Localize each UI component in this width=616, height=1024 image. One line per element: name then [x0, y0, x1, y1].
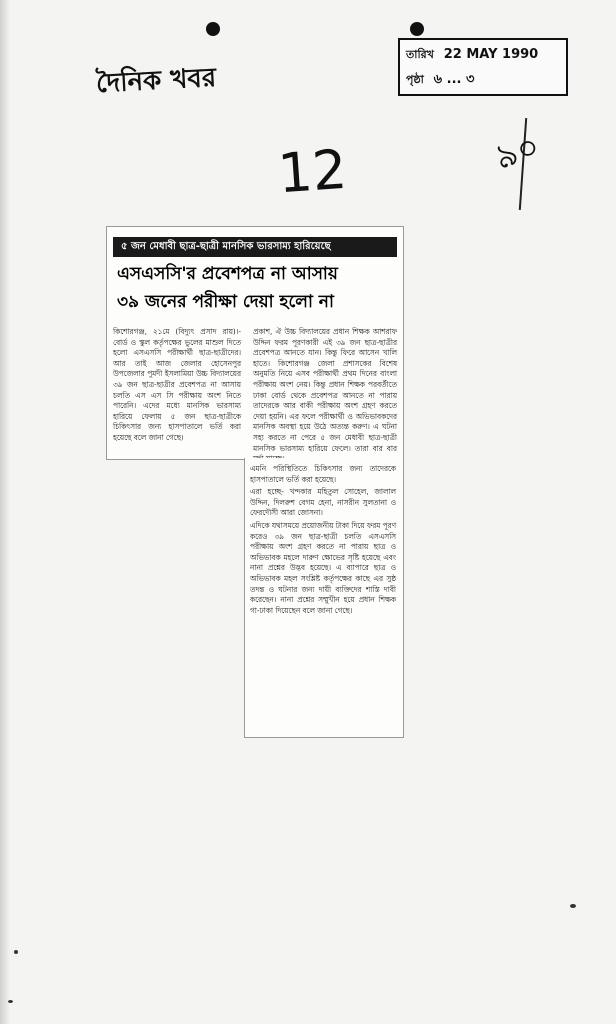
handwritten-margin-mark: ৯০	[490, 126, 545, 178]
article-column-3	[250, 464, 396, 618]
scan-speck	[570, 904, 576, 908]
column-3-paragraph-3: এদিকে যথাসময়ে প্রয়োজনীয় টাকা দিয়ে ফরম পূরণ করেও ৩৯ জন ছাত্র-ছাত্রী চলতি এসএসসি পরীক্ষায় অংশ গ্রহণ করতে না পারায় ছাত্র ও অভিভাবক মহলে দারুণ ক্ষোভের সৃষ্টি হয়েছে এবং নানা প্রশ্নের উদ্ভব হয়েছে। এ ব্যাপারে ছাত্র ও অভিভাবক মহল সংশ্লিষ্ট কর্তৃপক্ষের কাছে এর সুষ্ঠ তদন্ত ও ঘটনার জন্য দায়ী ব্যক্তিদের শাস্তি দাবী করেছেন। নানা প্রশ্নের সম্মুখীন হয়ে প্রধান শিক্ষক গা-ঢাকা দিয়েছেন বলে জানা গেছে।	[250, 520, 396, 615]
newspaper-name: দৈনিক খবর	[95, 62, 217, 100]
stamp-date-label: তারিখ	[406, 48, 434, 61]
scan-speck	[14, 950, 18, 954]
column-3-paragraph-2: এরা হচ্ছে- খন্দকার মহিতুল সোহেল, জালাল উদ্দিন, দিলরুশ বেগম হেনা, নাসরীন সুলতানা ও ফেরদৌসী আরা জোসনা।	[250, 487, 396, 518]
clipping-upper-part	[106, 226, 404, 460]
article-column-1: কিশোরগঞ্জ, ২১মে (বিদ্যুৎ প্রসাদ রায়)।- বোর্ড ও স্কুল কর্তৃপক্ষের ভুলের মাশুল দিতে হলো এসএসসি পরীক্ষার্থী ছাত্র-ছাত্রীদের। আর তাই আজ জেলার হোসেনপুর উপজেলার পুমদী ইসলামিয়া উচ্চ বিদ্যালয়ের ৩৯ জন ছাত্র-ছাত্রীর প্রবেশপত্র না আসায় চলতি এস এস সি পরীক্ষায় অংশ নিতে পারেনি। এদের মধ্যে মানসিক ভারসাম্য হারিয়ে ফেলায় ৫ জন ছাত্র-ছাত্রীকে চিকিৎসার জন্য হাসপাতালে ভর্তি করা হয়েছে বলে জানা গেছে।	[113, 327, 241, 442]
stamp-page-value: ৬ ... ৩	[433, 72, 475, 87]
punch-hole-right	[410, 22, 424, 36]
article-column-2: প্রকাশ, ঐ উচ্চ বিদ্যালয়ের প্রধান শিক্ষক আশরাফ উদ্দিন ফরম পূরণকারী এই ৩৯ জন ছাত্র-ছাত্রীর প্রবেশপত্র আনতে যান। কিন্তু ফিরে আসেন খালি হাতে। কিশোরগঞ্জ জেলা প্রশাসকের বিশেষ অনুমতি নিয়ে এসব পরীক্ষার্থী প্রথম দিনের বাংলা পরীক্ষায় অংশ নেয়। কিন্তু প্রধান শিক্ষক পরবর্তীতে ঢাকা বোর্ড থেকে প্রবেশপত্র আনতে না পারায় তাদেরকে আর বাকী পরীক্ষায় অংশ গ্রহণ করতে দেয়া হয়নি। এর ফলে পরীক্ষার্থী ও অভিভাবকদের মানসিক অবস্থা হয়ে উঠে অত্যন্ত করুণ। এ ঘটনা সহ্য করতে না পেরে ৫ জন মেধাবী ছাত্র-ছাত্রী মানসিক ভারসাম্য হারিয়ে ফেলে। তারা বার বার	[253, 327, 397, 453]
punch-hole-left	[206, 22, 220, 36]
article-banner: ৫ জন মেধাবী ছাত্র-ছাত্রী মানসিক ভারসাম্য হারিয়েছে	[113, 237, 397, 257]
scan-edge	[0, 0, 10, 1024]
stamp-page-row	[406, 70, 474, 91]
handwritten-page-number: 12	[275, 137, 349, 206]
archive-stamp	[398, 38, 568, 96]
headline-line-2: ৩৯ জনের পরীক্ষা দেয়া হলো না	[117, 292, 334, 312]
stamp-date-row	[406, 46, 538, 65]
headline-line-1: এসএসসি'র প্রবেশপত্র না আসায়	[117, 264, 338, 284]
scan-speck	[8, 1000, 13, 1003]
stamp-date-value: 22 MAY 1990	[443, 47, 539, 62]
newspaper-clipping	[106, 226, 404, 738]
column-3-paragraph-1: এমনি পরিস্থিতিতে চিকিৎসার জন্য তাদেরকে হাসপাতালে ভর্তি করা হয়েছে।	[250, 464, 396, 484]
stamp-page-label: পৃষ্ঠা	[406, 73, 424, 86]
